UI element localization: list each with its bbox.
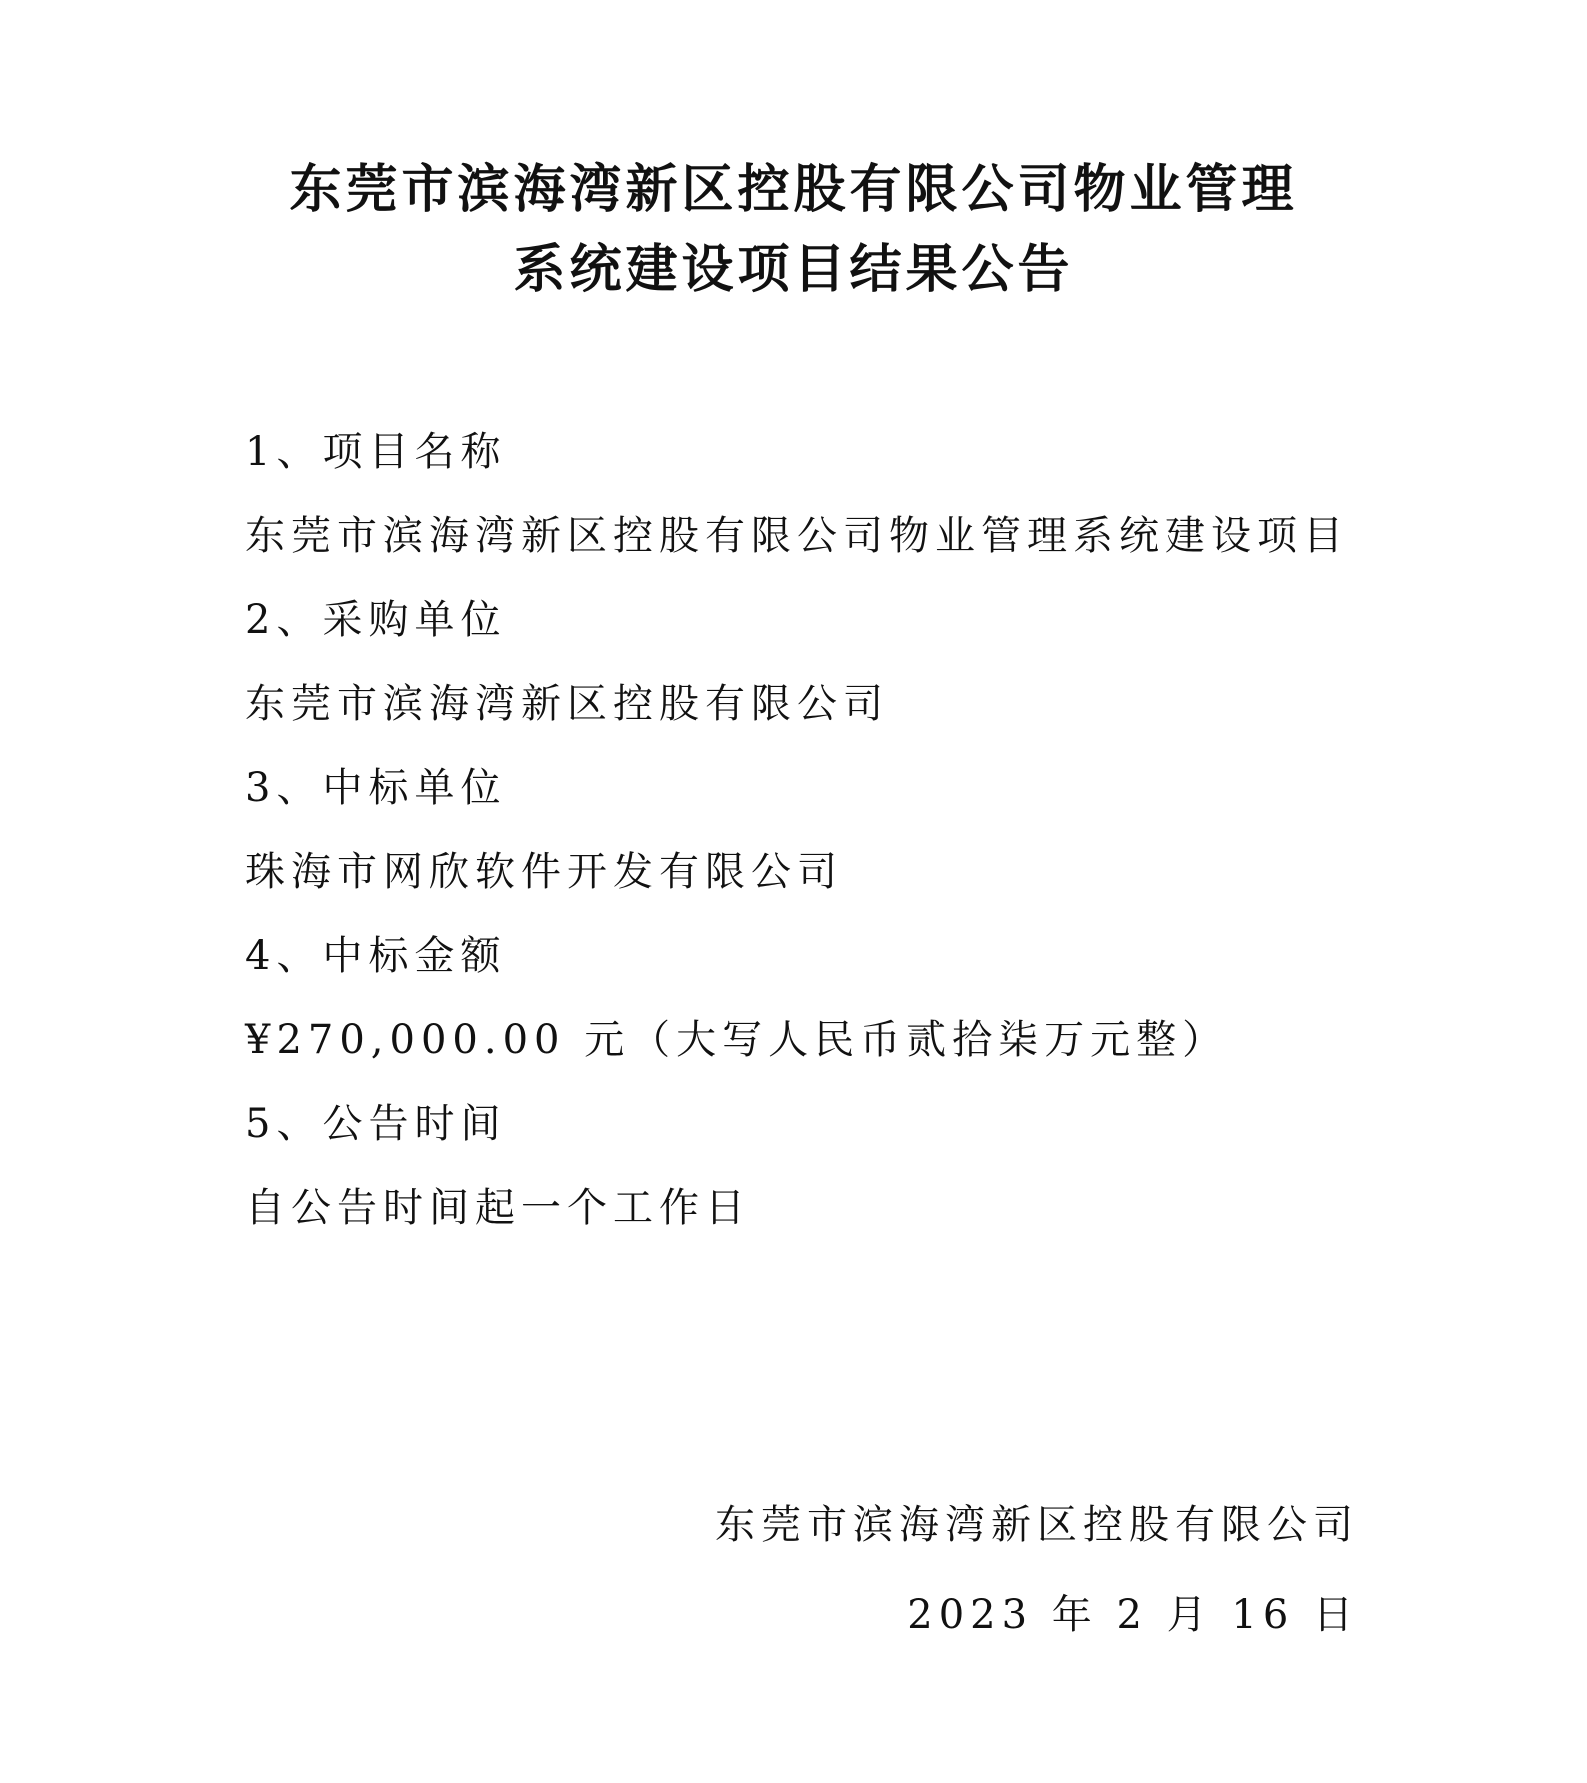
item-value-purchaser: 东莞市滨海湾新区控股有限公司 [245, 681, 889, 727]
item-value-winning-bidder: 珠海市网欣软件开发有限公司 [245, 849, 843, 895]
announcement-body [245, 410, 1360, 1250]
signature-organization: 东莞市滨海湾新区控股有限公司 [715, 1502, 1359, 1548]
item-label-winning-bidder: 3、中标单位 [245, 765, 507, 811]
item-value-project-name: 东莞市滨海湾新区控股有限公司物业管理系统建设项目 [245, 513, 1349, 559]
announcement-title-line-1: 东莞市滨海湾新区控股有限公司物业管理 [289, 160, 1298, 220]
item-value-bid-amount: ¥270,000.00 元（大写人民币贰拾柒万元整） [245, 1017, 1229, 1063]
item-label-bid-amount: 4、中标金额 [245, 933, 507, 979]
item-label-project-name: 1、项目名称 [245, 429, 507, 475]
item-value-announcement-period: 自公告时间起一个工作日 [245, 1185, 751, 1231]
item-label-announcement-period: 5、公告时间 [245, 1101, 507, 1147]
signature-date: 2023 年 2 月 16 日 [907, 1592, 1359, 1638]
item-label-purchaser: 2、采购单位 [245, 597, 507, 643]
announcement-title-line-2: 系统建设项目结果公告 [513, 240, 1074, 300]
